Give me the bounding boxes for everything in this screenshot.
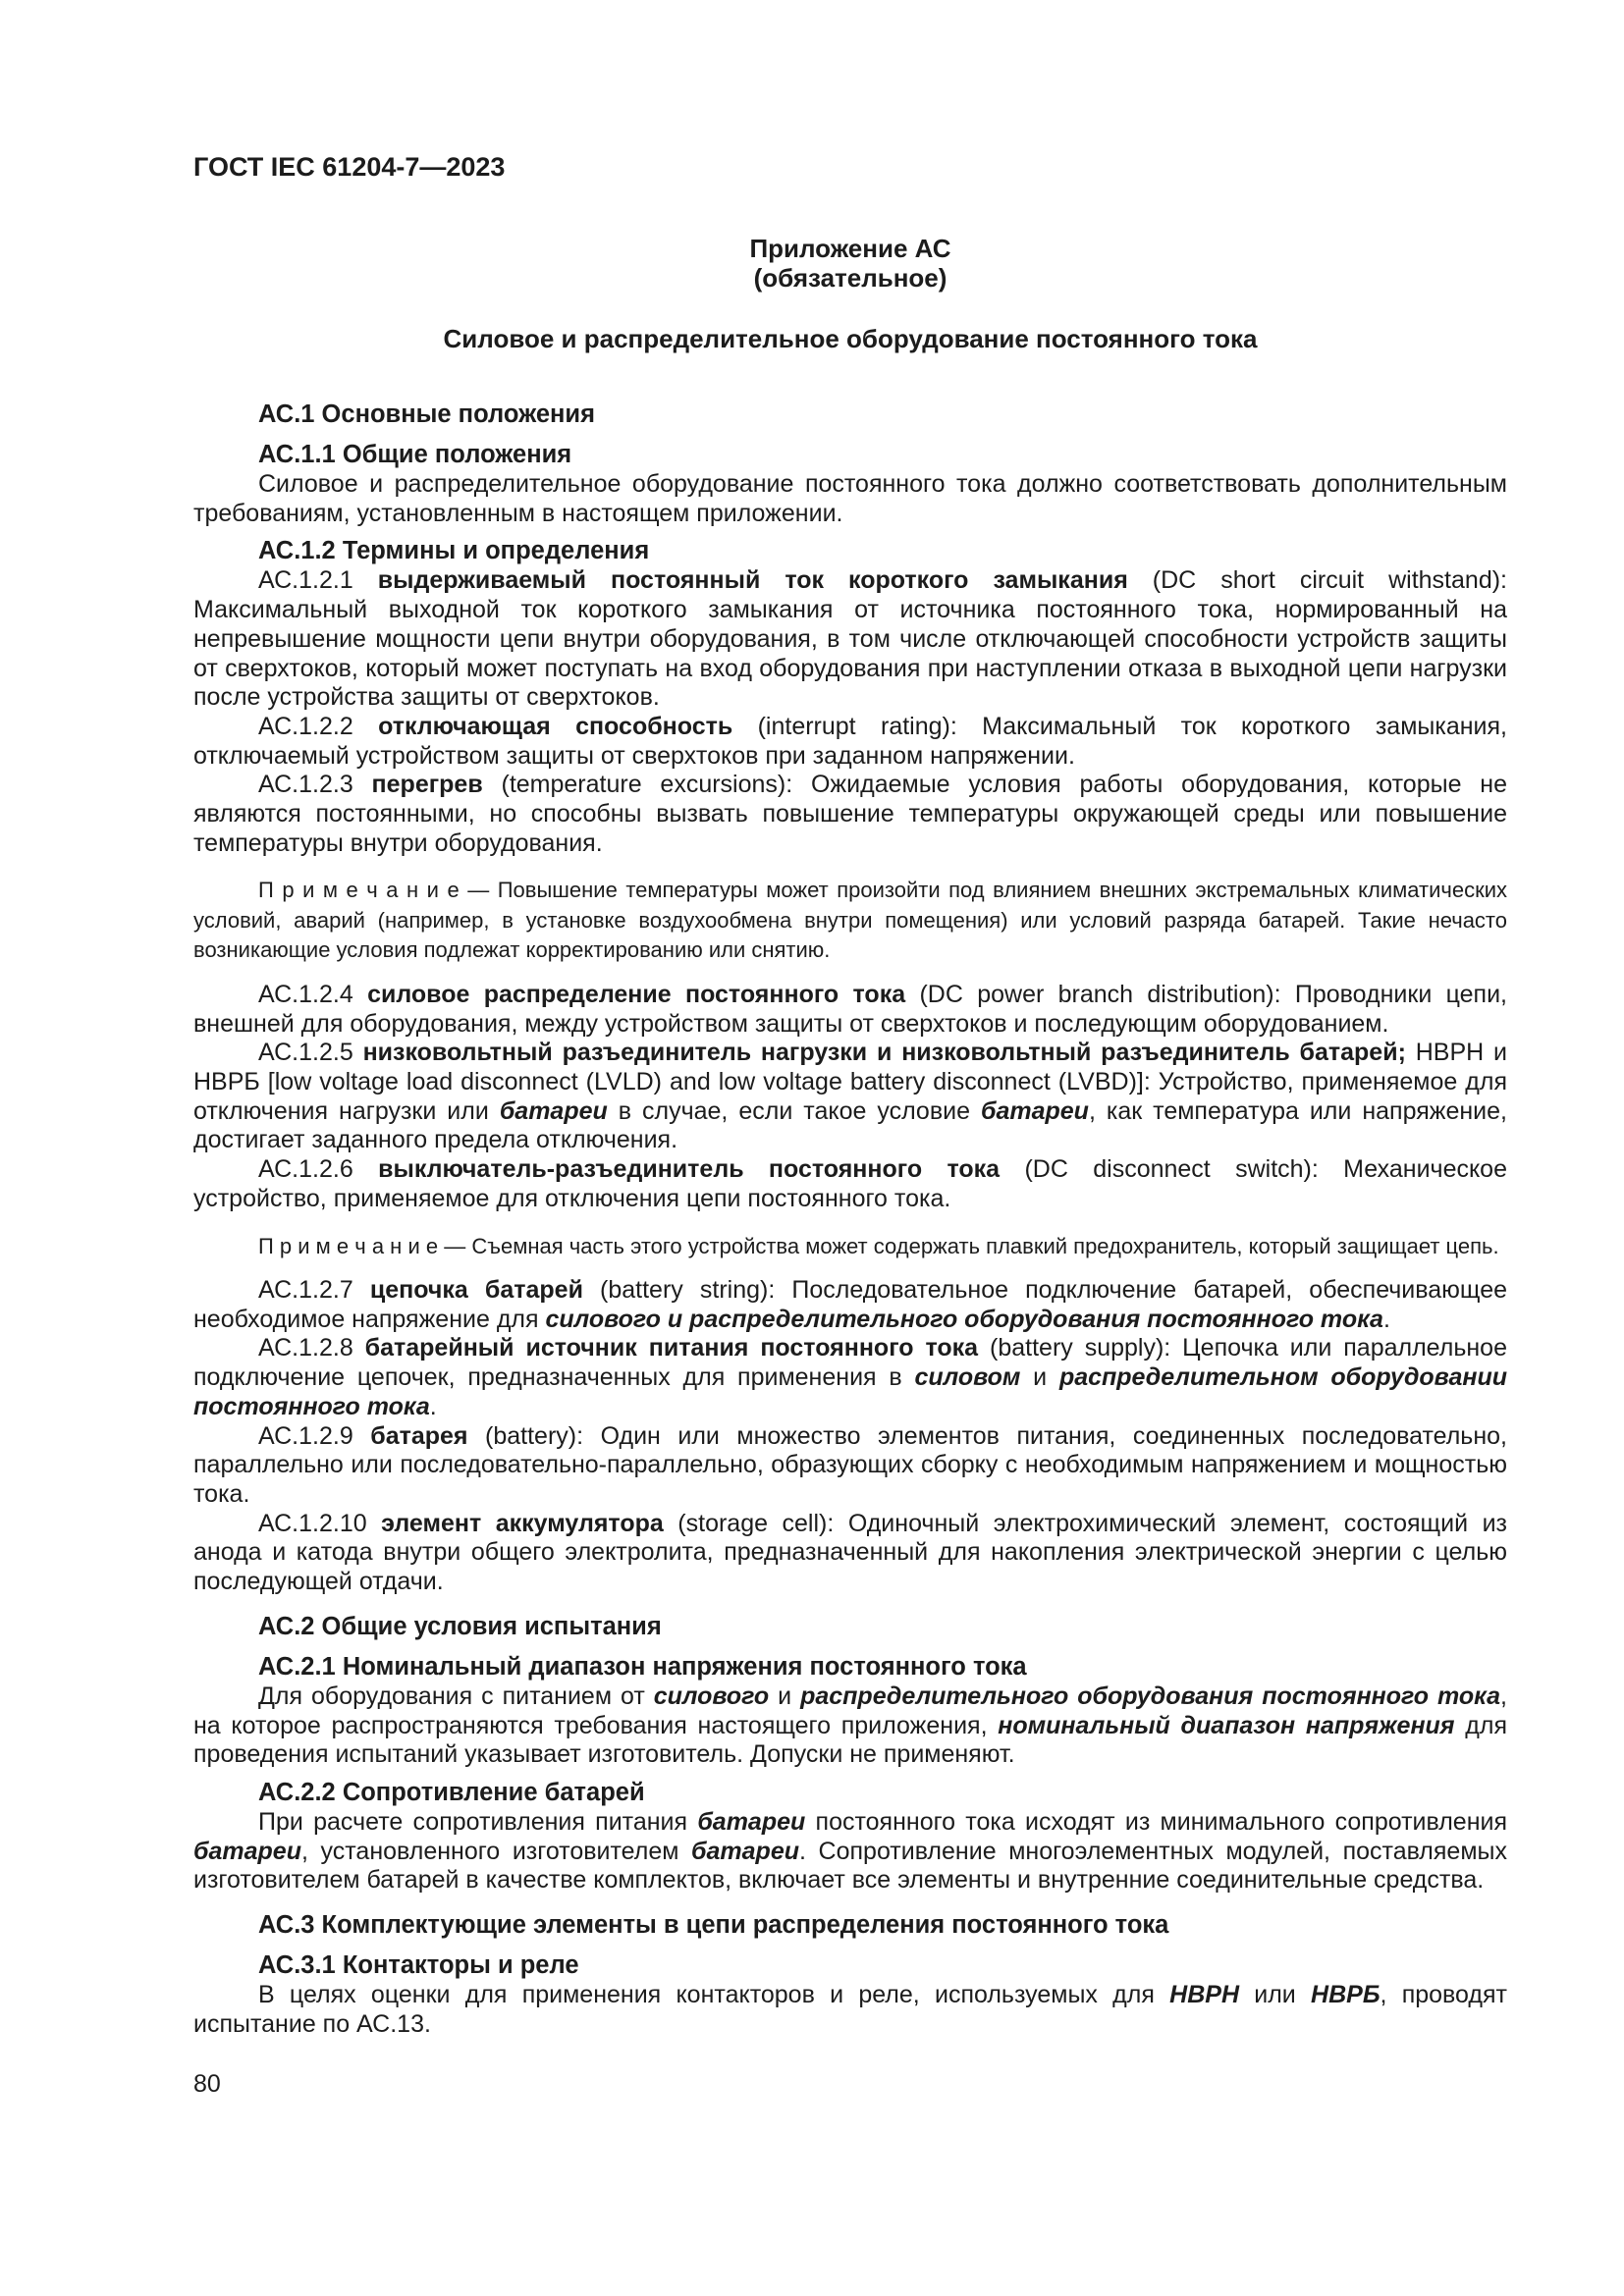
- text-run: П р и м е ч а н и е: [258, 1233, 439, 1258]
- paragraph: [193, 1808, 1507, 1896]
- paragraph: [193, 1981, 1507, 2039]
- document-page: [193, 152, 1507, 2039]
- section-heading: АС.1.2 Термины и определения: [258, 537, 650, 565]
- section-heading: АС.3 Комплектующие элементы в цепи распределения постоянного тока: [258, 1911, 1169, 1940]
- text-run: элемент аккумулятора: [381, 1509, 664, 1537]
- text-run: (DC power branch distribution): Проводники цепи, внешней для оборудования, между устройством защиты от сверхтоков и последующим оборудованием.: [193, 980, 1507, 1038]
- text-run: НВРН: [1169, 1981, 1239, 2009]
- paragraph: [193, 981, 1507, 1039]
- text-run: Силовое и распределительное оборудование постоянного тока должно соответствовать дополнительным требованиям, установленным в настоящем приложении.: [193, 470, 1507, 527]
- text-run: для проведения испытаний указывает изготовитель. Допуски не применяют.: [193, 1711, 1507, 1769]
- text-run: .: [1382, 1305, 1390, 1333]
- paragraph: [193, 1334, 1507, 1421]
- section-heading: АС.2.1 Номинальный диапазон напряжения постоянного тока: [258, 1652, 1027, 1681]
- text-run: батареи: [697, 1807, 806, 1836]
- paragraph: [193, 1039, 1507, 1155]
- text-run: (storage cell): Одиночный электрохимический элемент, состоящий из анода и катода внутри общего электролита, предназначенный для накопления электрической энергии с целью последующей отдачи.: [193, 1509, 1507, 1596]
- text-run: перегрев: [371, 771, 483, 799]
- text-run: постоянного тока исходят из минимального сопротивления: [805, 1807, 1508, 1836]
- text-run: АС.1.2.8: [258, 1334, 365, 1362]
- text-run: (battery supply): Цепочка или параллельное подключение цепочек, предназначенных для применения в: [193, 1334, 1507, 1392]
- text-run: низковольтный разъединитель нагрузки и низковольтный разъединитель батарей;: [362, 1039, 1406, 1067]
- page-number: 80: [193, 2070, 221, 2098]
- text-run: — Повышение температуры может произойти под влиянием внешних экстремальных климатических условий, аварий (например, в установке воздухообмена внутри помещения) или условий разряда батарей. Такие нечасто возникающие условия подлежат корректированию или снятию.: [193, 878, 1507, 963]
- note-paragraph: [193, 1232, 1507, 1262]
- content: [193, 400, 1507, 2039]
- annex-block: [193, 234, 1507, 293]
- text-run: , проводят испытание по АС.13.: [193, 1981, 1507, 2038]
- text-run: В целях оценки для применения контакторов и реле, используемых для: [258, 1981, 1170, 2009]
- paragraph: [193, 1422, 1507, 1510]
- text-run: выдерживаемый постоянный ток короткого замыкания: [377, 566, 1128, 595]
- text-run: батарейный источник питания постоянного тока: [364, 1334, 979, 1362]
- text-run: — Съемная часть этого устройства может содержать плавкий предохранитель, который защищает цепь.: [438, 1233, 1499, 1258]
- text-run: , установленного изготовителем: [300, 1837, 692, 1865]
- text-run: силового и распределительного оборудования постоянного тока: [545, 1305, 1383, 1333]
- text-run: (battery string): Последовательное подключение батарей, обеспечивающее необходимое напряжение для: [193, 1276, 1508, 1333]
- text-run: батарея: [370, 1421, 468, 1450]
- text-run: распределительного оборудования постоянного тока: [800, 1682, 1501, 1710]
- text-run: батареи: [691, 1837, 799, 1865]
- text-run: распределительном оборудовании постоянного тока: [193, 1363, 1508, 1420]
- text-run: АС.1.2.10: [258, 1509, 382, 1537]
- paragraph: [193, 1510, 1507, 1597]
- text-run: батареи: [193, 1837, 301, 1865]
- annex-label: Приложение АС: [749, 234, 951, 263]
- text-run: (battery): Один или множество элементов питания, соединенных последовательно, параллельно или последовательно-параллельно, образующих сборку с необходимым напряжением и мощностью тока.: [193, 1421, 1507, 1508]
- paragraph: [193, 1682, 1507, 1770]
- doc-header: ГОСТ IEC 61204-7—2023: [193, 152, 506, 182]
- text-run: АС.1.2.9: [258, 1421, 371, 1450]
- paragraph: [193, 713, 1507, 771]
- text-run: АС.1.2.4: [258, 980, 368, 1008]
- text-run: отключающая способность: [378, 712, 733, 740]
- section-heading: АС.2 Общие условия испытания: [258, 1612, 662, 1640]
- text-run: силовое распределение постоянного тока: [367, 980, 906, 1008]
- text-run: АС.1.2.6: [258, 1155, 379, 1184]
- text-run: П р и м е ч а н и е: [258, 878, 460, 903]
- text-run: АС.1.2.3: [258, 771, 372, 799]
- annex-type: (обязательное): [753, 263, 947, 293]
- text-run: и: [1020, 1363, 1059, 1392]
- section-heading: АС.1 Основные положения: [258, 400, 595, 428]
- doc-title: Силовое и распределительное оборудование постоянного тока: [443, 324, 1258, 353]
- paragraph: [193, 1276, 1507, 1334]
- text-run: НВРБ: [1311, 1981, 1380, 2009]
- text-run: или: [1239, 1981, 1312, 2009]
- text-run: и: [769, 1682, 801, 1710]
- text-run: (DC disconnect switch): Механическое устройство, применяемое для отключения цепи постоянного тока.: [193, 1155, 1507, 1212]
- text-run: . Сопротивление многоэлементных модулей, поставляемых изготовителем батарей в качестве комплектов, включает все элементы и внутренние соединительные средства.: [193, 1837, 1507, 1895]
- text-run: , как температура или напряжение, достигает заданного предела отключения.: [193, 1096, 1507, 1154]
- text-run: .: [429, 1392, 437, 1420]
- text-run: цепочка батарей: [369, 1276, 583, 1305]
- paragraph: [193, 771, 1507, 858]
- text-run: силовом: [914, 1363, 1021, 1392]
- text-run: силового: [653, 1682, 770, 1710]
- text-run: АС.1.2.1: [258, 566, 378, 595]
- text-run: выключатель-разъединитель постоянного тока: [378, 1155, 1001, 1184]
- text-run: батареи: [980, 1096, 1089, 1125]
- section-heading: АС.2.2 Сопротивление батарей: [258, 1778, 645, 1806]
- text-run: , на которое распространяются требования настоящего приложения,: [193, 1682, 1507, 1739]
- text-run: АС.1.2.2: [258, 712, 379, 740]
- text-run: (temperature excursions): Ожидаемые условия работы оборудования, которые не являются постоянными, но способны вызвать повышение температуры окружающей среды или повышение температуры внутри оборудования.: [193, 771, 1507, 857]
- text-run: АС.1.2.5: [258, 1039, 363, 1067]
- text-run: номинальный диапазон напряжения: [998, 1711, 1455, 1739]
- text-run: батареи: [499, 1096, 608, 1125]
- section-heading: АС.1.1 Общие положения: [258, 441, 572, 468]
- paragraph: [193, 566, 1507, 713]
- section-heading: АС.3.1 Контакторы и реле: [258, 1951, 579, 1980]
- text-run: (interrupt rating): Максимальный ток короткого замыкания, отключаемый устройством защиты от сверхтоков при заданном напряжении.: [193, 712, 1507, 770]
- note-paragraph: [193, 876, 1507, 966]
- text-run: в случае, если такое условие: [607, 1096, 981, 1125]
- paragraph: [193, 1155, 1507, 1213]
- text-run: (DC short circuit withstand): Максимальный выходной ток короткого замыкания от источника постоянного тока, нормированный на непревышение мощности цепи внутри оборудования, в том числе отключающей способности устройств защиты от сверхтоков, который может поступать на вход оборудования при наступлении отказа в выходной цепи нагрузки после устройства защиты от сверхтоков.: [193, 566, 1507, 712]
- text-run: Для оборудования с питанием от: [258, 1682, 654, 1710]
- text-run: При расчете сопротивления питания: [258, 1807, 698, 1836]
- paragraph: [193, 470, 1507, 528]
- text-run: НВРН и НВРБ [low voltage load disconnect (LVLD) and low voltage battery disconnect (LVBD)]: Устройство, применяемое для отключения нагрузки или: [193, 1039, 1507, 1125]
- text-run: АС.1.2.7: [258, 1276, 370, 1305]
